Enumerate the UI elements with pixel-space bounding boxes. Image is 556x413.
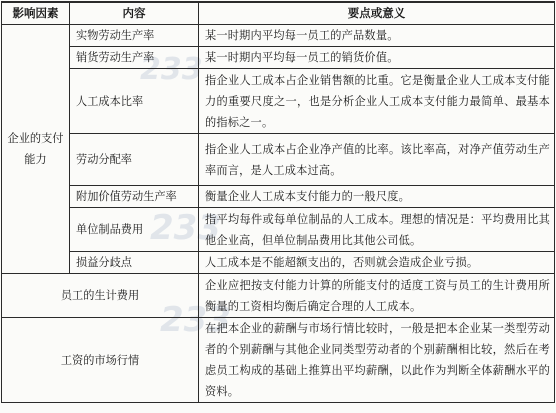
factor-cell: 员工的生计费用 — [2, 274, 199, 318]
table-row — [2, 25, 555, 47]
content-cell: 劳动分配率 — [70, 134, 199, 186]
watermark: 233 — [150, 208, 221, 248]
content-cell: 单位制品费用 — [70, 208, 199, 252]
description-cell: 指企业人工成本占企业销售额的比重。它是衡量企业人工成本支付能力的重要尺度之一，也是分析企业人工成本支付能力最简单、最基本的指标之一。 — [199, 69, 555, 134]
description-cell: 衡量企业人工成本支付能力的一般尺度。 — [199, 186, 555, 208]
content-cell: 实物劳动生产率 — [70, 25, 199, 47]
watermark: 233 — [140, 52, 203, 87]
description-cell: 某一时期内平均每一员工的产品数量。 — [199, 25, 555, 47]
table-row — [2, 252, 555, 274]
description-cell: 人工成本是不能超额支出的，否则就会造成企业亏损。 — [199, 252, 555, 274]
content-cell: 附加价值劳动生产率 — [70, 186, 199, 208]
table-row — [2, 69, 555, 134]
factor-cell: 企业的支付能力 — [2, 25, 70, 274]
table-row — [2, 208, 555, 252]
description-cell: 企业应把按支付能力计算的所能支付的适度工资与员工的生计费用所衡量的工资相均衡后确定合理的人工成本。 — [199, 274, 555, 318]
table-row — [2, 186, 555, 208]
description-cell: 在把本企业的薪酬与市场行情比较时，一般是把本企业某一类型劳动者的个别薪酬与其他企业同类型劳动者的个别薪酬相比较，然后在考虑员工构成的基础上推算出平均薪酬，以此作为判断全体薪酬水平的资料。 — [199, 318, 555, 403]
table-row — [2, 274, 555, 318]
table-row — [2, 47, 555, 69]
description-cell: 指企业人工成本占企业净产值的比率。该比率高，对净产值劳动生产率而言，是人工成本过高。 — [199, 134, 555, 186]
table-header-row — [2, 2, 555, 25]
content-cell: 损益分歧点 — [70, 252, 199, 274]
header-description: 要点或意义 — [199, 2, 555, 25]
content-cell: 人工成本比率 — [70, 69, 199, 134]
wage-factors-table — [1, 1, 555, 403]
table-row — [2, 318, 555, 403]
watermark: 233 — [160, 300, 231, 340]
header-content: 内容 — [70, 2, 199, 25]
header-factor: 影响因素 — [2, 2, 70, 25]
description-cell: 某一时期内平均每一员工的销货价值。 — [199, 47, 555, 69]
content-cell: 销货劳动生产率 — [70, 47, 199, 69]
table-row — [2, 134, 555, 186]
description-cell: 指平均每件或每单位制品的人工成本。理想的情况是：平均费用比其他企业高，但单位制品费用比其他公司低。 — [199, 208, 555, 252]
factor-cell: 工资的市场行情 — [2, 318, 199, 403]
